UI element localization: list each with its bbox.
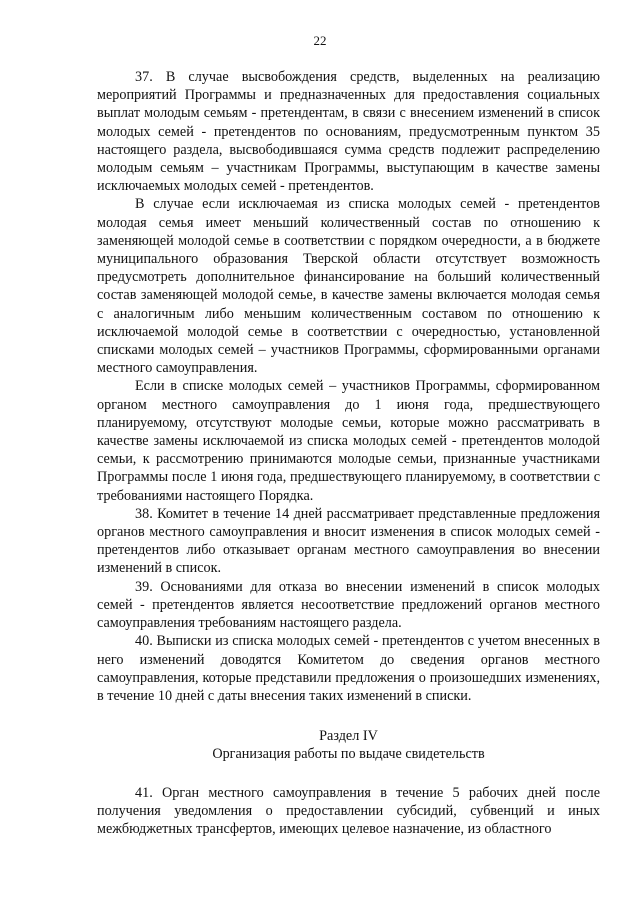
- paragraph-37-june-rule: Если в списке молодых семей – участников Программы, сформированном органом местного самоуправления до 1 июня года, предшествующего планируемому, отсутствуют молодые семьи, которые можно рассматривать в качестве замены исключаемой из списка молодых семей - претендентов молодой семьи, к рассмотрению принимаются молодые семьи, признанные участниками Программы после 1 июня года, предшествующего планируемому, в соответствии с требованиями настоящего Порядка.: [97, 378, 600, 504]
- paragraph-41: 41. Орган местного самоуправления в течение 5 рабочих дней после получения уведомления о предоставлении субсидий, субвенций и иных межбюджетных трансфертов, имеющих целевое назначение, из областного: [97, 784, 600, 837]
- page-number: 22: [313, 33, 327, 48]
- paragraph-38: 38. Комитет в течение 14 дней рассматривает представленные предложения органов местного самоуправления и вносит изменения в список молодых семей - претендентов либо отказывает органам местного самоуправления во внесении изменений в список.: [97, 505, 600, 577]
- section-subtitle: Организация работы по выдаче свидетельств: [212, 746, 485, 763]
- paragraph-37: 37. В случае высвобождения средств, выделенных на реализацию мероприятий Программы и предназначенных для предоставления социальных выплат молодым семьям - претендентам, в связи с внесением изменений в список молодых семей - претендентов по основаниям, предусмотренным пунктом 35 настоящего раздела, высвободившаяся сумма средств подлежит распределению молодым семьям – участникам Программы, выступающим в качестве замены исключаемых молодых семей - претендентов.: [97, 69, 600, 195]
- document-body: [97, 68, 600, 838]
- paragraph-37-replacement-rule: В случае если исключаемая из списка молодых семей - претендентов молодая семья имеет меньший количественный состав по отношению к заменяющей молодой семье в соответствии с порядком очередности, а в бюджете муниципального образования Тверской области отсутствует возможность предусмотреть дополнительное финансирование на больший количественный состав заменяющей молодой семье, в качестве замены включается молодая семья с аналогичным либо меньшим количественным составом по отношению к исключаемой молодой семье в соответствии с очередностью, установленной списками молодых семей – участников Программы, сформированными органами местного самоуправления.: [97, 196, 600, 377]
- paragraph-39: 39. Основаниями для отказа во внесении изменений в список молодых семей - претендентов является несоответствие предложений органов местного самоуправления требованиям настоящего раздела.: [97, 578, 600, 632]
- paragraph-40: 40. Выписки из списка молодых семей - претендентов с учетом внесенных в него изменений доводятся Комитетом до сведения органов местного самоуправления, которые представили предложения о произошедших изменениях, в течение 10 дней с даты внесения таких изменений в списки.: [97, 633, 600, 704]
- section-title: Раздел IV: [319, 728, 378, 745]
